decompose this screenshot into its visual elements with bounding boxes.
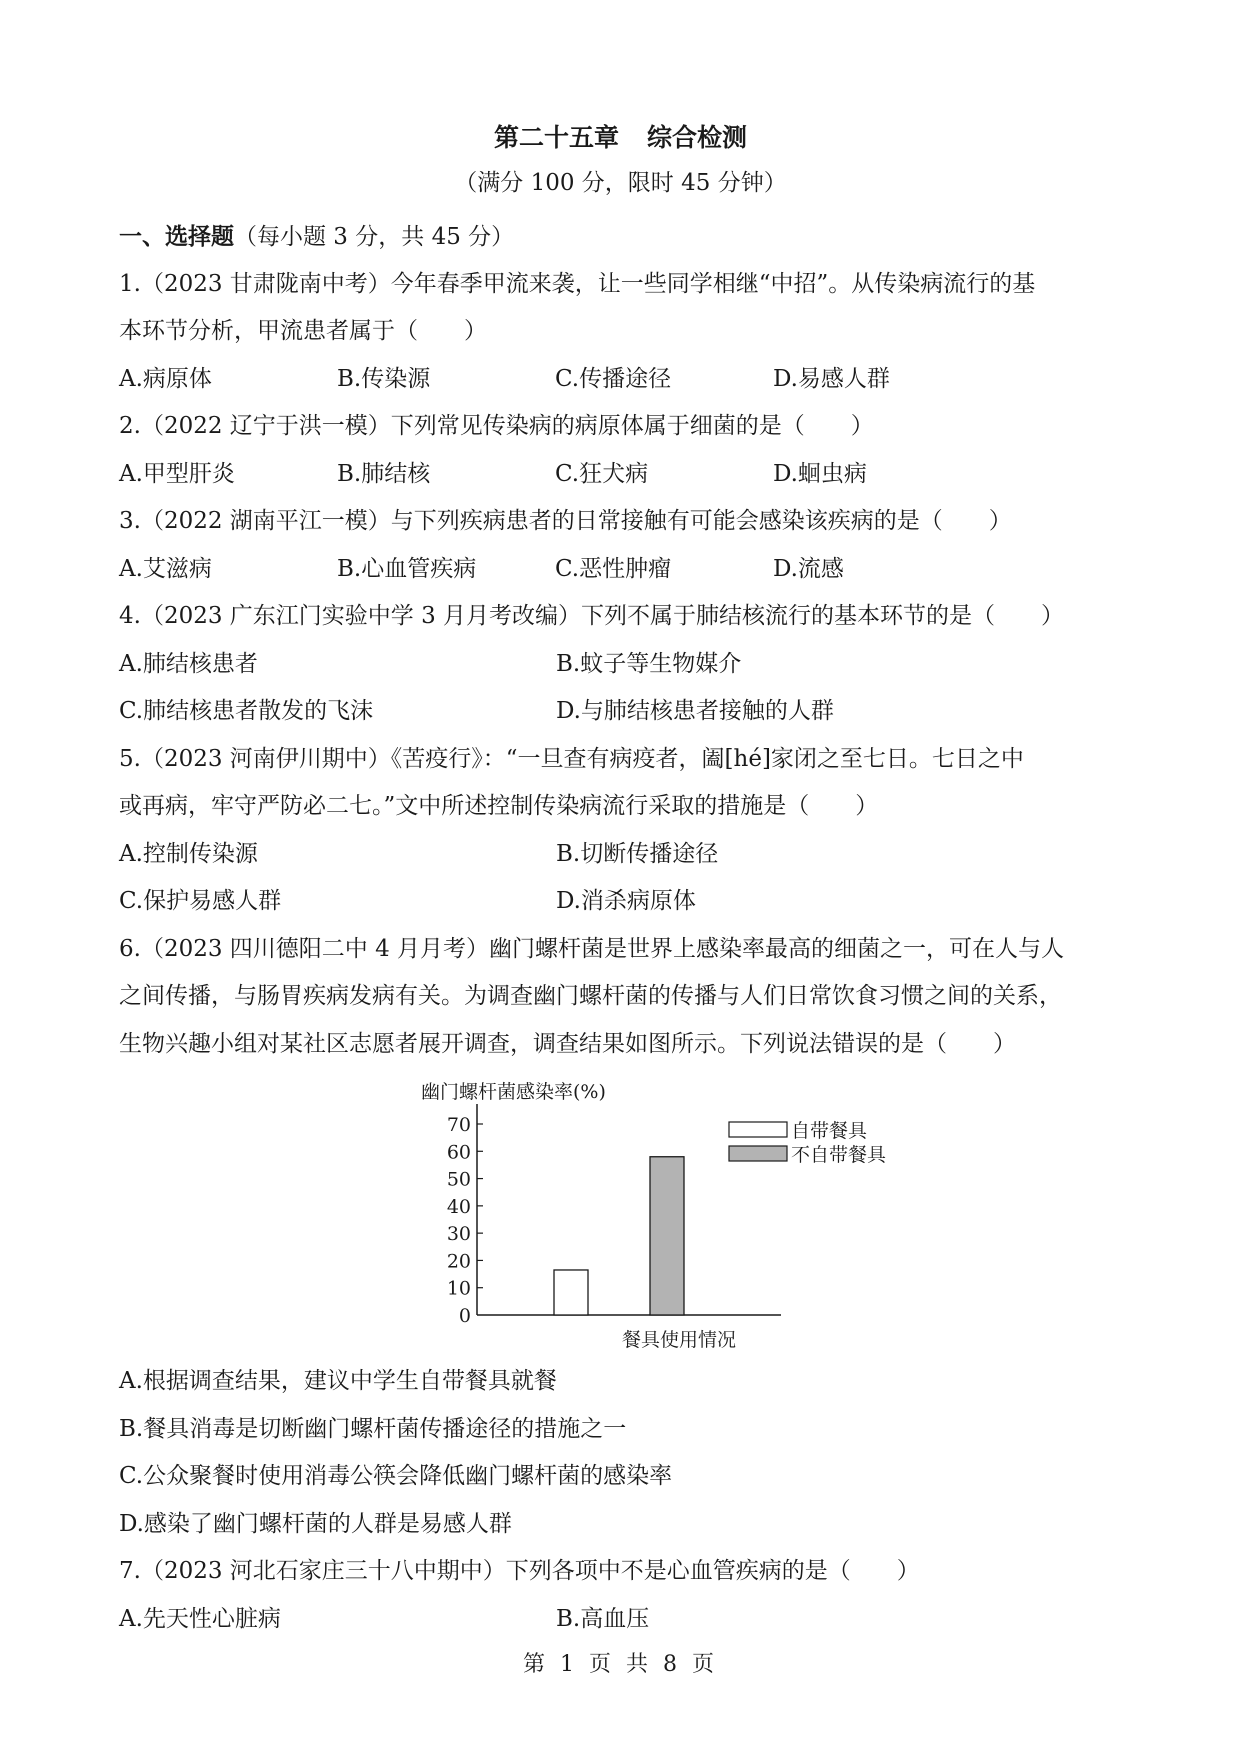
- option-row: [119, 546, 1129, 594]
- option-row: [119, 831, 1129, 879]
- option-row: [119, 356, 1129, 404]
- option-b: B.心血管疾病: [337, 555, 477, 582]
- page-subtitle: （满分 100 分，限时 45 分钟）: [454, 170, 787, 196]
- option-c: C.公众聚餐时使用消毒公筷会降低幽门螺杆菌的感染率: [119, 1463, 673, 1489]
- legend-label: 不自带餐具: [791, 1144, 887, 1166]
- option-a: A.甲型肝炎: [119, 460, 235, 487]
- chart-container: [119, 1068, 1129, 1358]
- option-d: D.感染了幽门螺杆菌的人群是易感人群: [119, 1510, 512, 1537]
- y-tick-label: 0: [458, 1305, 471, 1327]
- option-a: A.控制传染源: [119, 840, 258, 867]
- y-axis-label: 幽门螺杆菌感染率(%): [421, 1081, 606, 1103]
- question-7: [119, 1548, 1129, 1643]
- y-tick-label: 20: [446, 1250, 471, 1273]
- option-c: C.保护易感人群: [119, 888, 282, 914]
- test-label: 综合检测: [647, 123, 748, 152]
- option-b: B.蚊子等生物媒介: [556, 650, 742, 677]
- y-tick-label: 30: [446, 1223, 471, 1246]
- option-a: A.艾滋病: [119, 555, 212, 582]
- section-title: 一、选择题: [119, 223, 234, 250]
- option-b: B.切断传播途径: [556, 840, 719, 867]
- question-text: 4.（2023 广东江门实验中学 3 月月考改编）下列不属于肺结核流行的基本环节的是（ ）: [119, 603, 1065, 629]
- option-row: [119, 688, 1129, 736]
- option-d: D.流感: [773, 555, 844, 582]
- page-title: [0, 120, 1241, 156]
- question-4: [119, 593, 1129, 736]
- section-heading: [119, 213, 1129, 261]
- x-axis-label: 餐具使用情况: [621, 1329, 737, 1351]
- y-tick-label: 60: [446, 1141, 471, 1164]
- option-a: A.根据调查结果，建议中学生自带餐具就餐: [119, 1368, 557, 1394]
- option-d: D.蛔虫病: [773, 460, 867, 487]
- question-text: 3.（2022 湖南平江一模）与下列疾病患者的日常接触有可能会感染该疾病的是（ ）: [119, 508, 1012, 534]
- question-list: [119, 213, 1129, 1643]
- question-3: [119, 498, 1129, 593]
- bar-chart: [399, 1068, 887, 1354]
- legend-swatch: [729, 1122, 787, 1137]
- option-b: B.肺结核: [337, 460, 431, 487]
- option-b: B.高血压: [556, 1605, 650, 1632]
- question-text: 7.（2023 河北石家庄三十八中期中）下列各项中不是心血管疾病的是（ ）: [119, 1558, 920, 1584]
- option-d: D.与肺结核患者接触的人群: [556, 698, 834, 724]
- option-a: A.肺结核患者: [119, 650, 258, 677]
- option-row: [119, 451, 1129, 499]
- option-b: B.传染源: [337, 365, 431, 392]
- question-text: 之间传播，与肠胃疾病发病有关。为调查幽门螺杆菌的传播与人们日常饮食习惯之间的关系，: [119, 983, 1062, 1009]
- question-2: [119, 403, 1129, 498]
- question-text: 生物兴趣小组对某社区志愿者展开调查，调查结果如图所示。下列说法错误的是（ ）: [119, 1030, 1016, 1057]
- option-d: D.消杀病原体: [556, 888, 696, 914]
- option-d: D.易感人群: [773, 365, 890, 392]
- option-row: [119, 641, 1129, 689]
- question-text: 5.（2023 河南伊川期中）《苦疫行》：“一旦查有病疫者，阖[hé]家闭之至七日。七日之中: [119, 745, 1024, 772]
- chart-legend: [729, 1119, 887, 1166]
- option-c: C.传播途径: [555, 365, 672, 392]
- option-row: [119, 878, 1129, 926]
- question-5: [119, 736, 1129, 926]
- page-footer: 第 1 页 共 8 页: [523, 1652, 718, 1677]
- option-c: C.恶性肿瘤: [555, 555, 672, 582]
- bars: [554, 1157, 684, 1315]
- option-row: [119, 1596, 1129, 1644]
- question-6: [119, 926, 1129, 1549]
- question-text: 或再病，牢守严防必二七。”文中所述控制传染病流行采取的措施是（ ）: [119, 793, 879, 819]
- question-text: 2.（2022 辽宁于洪一模）下列常见传染病的病原体属于细菌的是（ ）: [119, 413, 874, 439]
- option-b: B.餐具消毒是切断幽门螺杆菌传播途径的措施之一: [119, 1415, 627, 1442]
- question-1: [119, 261, 1129, 404]
- y-tick-label: 10: [446, 1277, 471, 1300]
- option-c: C.狂犬病: [555, 460, 649, 487]
- y-tick-label: 40: [446, 1195, 471, 1218]
- option-a: A.先天性心脏病: [119, 1605, 281, 1632]
- bar: [650, 1157, 684, 1315]
- question-text: 1.（2023 甘肃陇南中考）今年春季甲流来袭，让一些同学相继“中招”。从传染病流行的基: [119, 270, 1036, 297]
- legend-label: 自带餐具: [791, 1120, 868, 1142]
- question-text: 6.（2023 四川德阳二中 4 月月考）幽门螺杆菌是世界上感染率最高的细菌之一，可在人与人: [119, 935, 1065, 962]
- option-c: C.肺结核患者散发的飞沫: [119, 698, 374, 724]
- chapter-label: 第二十五章: [493, 123, 619, 152]
- y-tick-label: 70: [446, 1114, 471, 1136]
- legend-swatch: [729, 1146, 787, 1161]
- y-tick-label: 50: [446, 1168, 471, 1191]
- section-note: （每小题 3 分，共 45 分）: [234, 224, 515, 250]
- bar: [554, 1270, 588, 1315]
- option-a: A.病原体: [119, 365, 212, 392]
- question-text: 本环节分析，甲流患者属于（ ）: [119, 318, 487, 344]
